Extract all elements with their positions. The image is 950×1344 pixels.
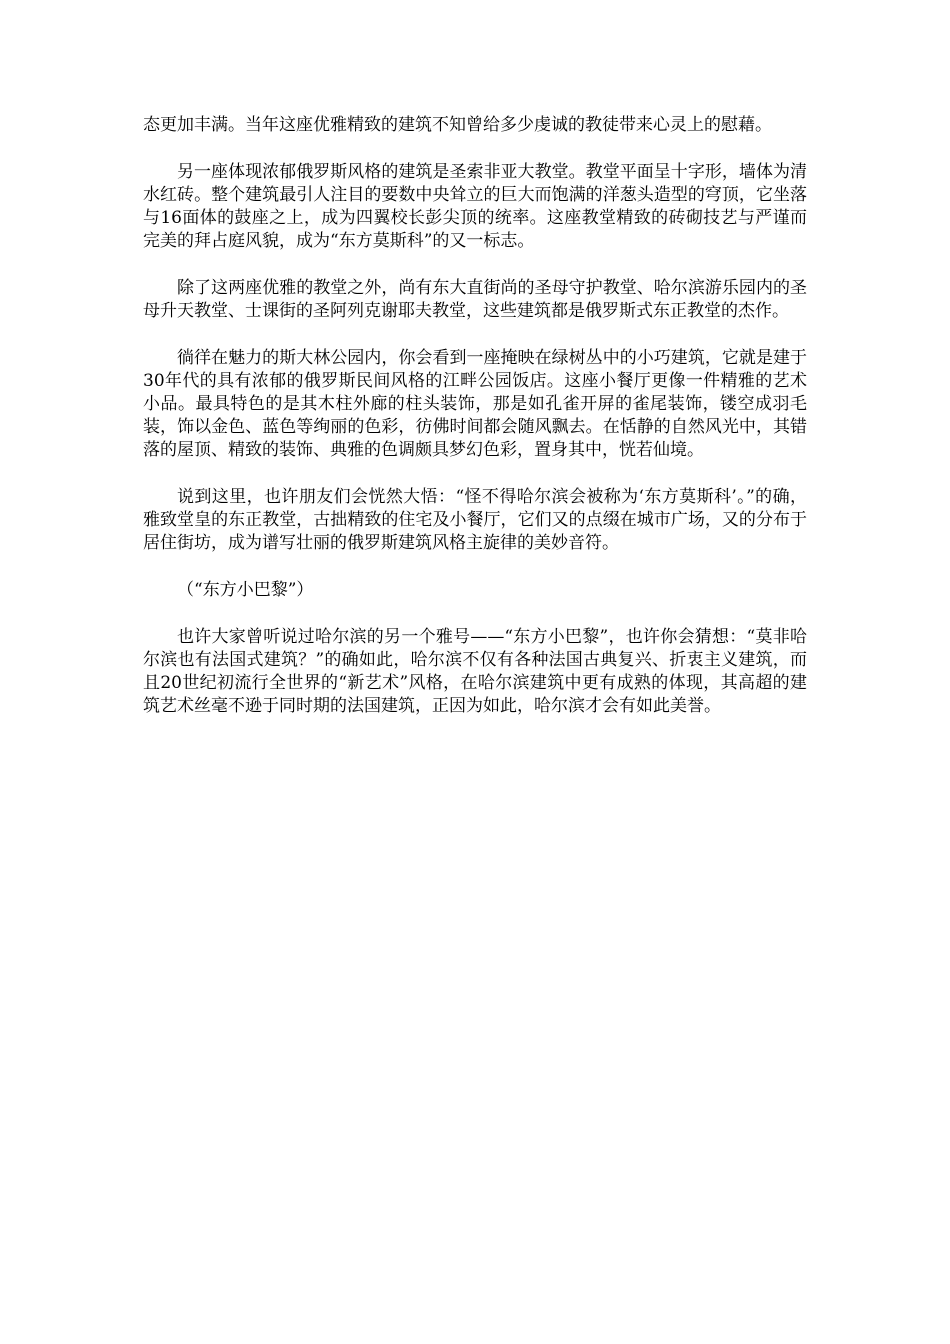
document-body (143, 114, 807, 742)
paragraph-5: 说到这里，也许朋友们会恍然大悟：“怪不得哈尔滨会被称为‘东方莫斯科’。”的确，雅致堂皇的东正教堂，古拙精致的住宅及小餐厅，它们又的点缀在城市广场，又的分布于居住街坊，成为谱写壮丽的俄罗斯建筑风格主旋律的美妙音符。 (143, 487, 807, 553)
paragraph-2: 另一座体现浓郁俄罗斯风格的建筑是圣索非亚大教堂。教堂平面呈十字形，墙体为清水红砖。整个建筑最引人注目的要数中央耸立的巨大而饱满的洋葱头造型的穹顶，它坐落与16面体的鼓座之上，成为四翼校长彭尖顶的统率。这座教堂精致的砖砌技艺与严谨而完美的拜占庭风貌，成为“东方莫斯科”的又一标志。 (143, 162, 807, 251)
paragraph-4: 徜徉在魅力的斯大林公园内，你会看到一座掩映在绿树丛中的小巧建筑，它就是建于30年代的具有浓郁的俄罗斯民间风格的江畔公园饭店。这座小餐厅更像一件精雅的艺术小品。最具特色的是其木柱外廊的柱头装饰，那是如孔雀开屏的雀尾装饰，镂空成羽毛装，饰以金色、蓝色等绚丽的色彩，彷佛时间都会随风飘去。在恬静的自然风光中，其错落的屋顶、精致的装饰、典雅的色调颇具梦幻色彩，置身其中，恍若仙境。 (143, 348, 807, 460)
paragraph-3: 除了这两座优雅的教堂之外，尚有东大直街尚的圣母守护教堂、哈尔滨游乐园内的圣母升天教堂、士课街的圣阿列克谢耶夫教堂，这些建筑都是俄罗斯式东正教堂的杰作。 (143, 278, 807, 321)
section-heading: （“东方小巴黎”） (177, 580, 314, 600)
paragraph-6: 也许大家曾听说过哈尔滨的另一个雅号——“东方小巴黎”，也许你会猜想：“莫非哈尔滨也有法国式建筑？”的确如此，哈尔滨不仅有各种法国古典复兴、折衷主义建筑，而且20世纪初流行全世界的“新艺术”风格，在哈尔滨建筑中更有成熟的体现，其高超的建筑艺术丝毫不逊于同时期的法国建筑，正因为如此，哈尔滨才会有如此美誉。 (143, 627, 807, 716)
paragraph-1: 态更加丰满。当年这座优雅精致的建筑不知曾给多少虔诚的教徒带来心灵上的慰藉。 (143, 115, 772, 135)
